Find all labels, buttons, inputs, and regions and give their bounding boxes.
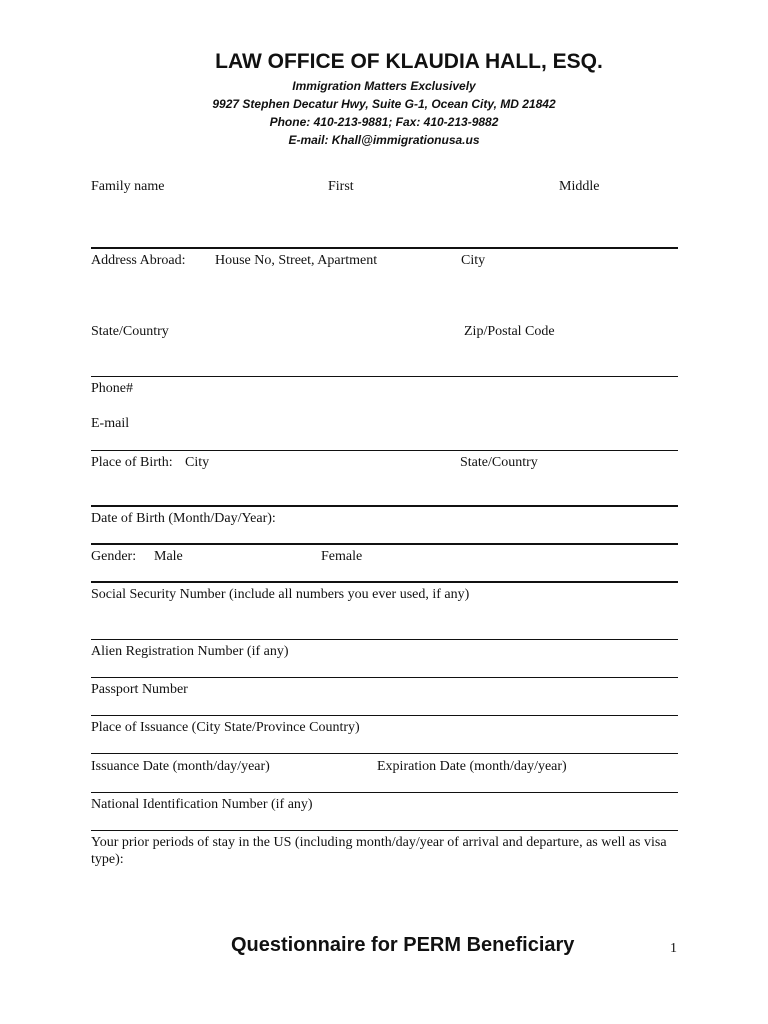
address-city-label: City	[461, 253, 486, 268]
prior-stays-label: Your prior periods of stay in the US (including month/day/year of arrival and departure, as well as visa type):	[91, 835, 667, 867]
issuance-date-label: Issuance Date (month/day/year)	[91, 759, 270, 774]
alien-registration-label: Alien Registration Number (if any)	[91, 644, 289, 659]
expiration-date-label: Expiration Date (month/day/year)	[377, 759, 567, 774]
date-of-birth-label: Date of Birth (Month/Day/Year):	[91, 511, 276, 526]
page-number: 1	[670, 941, 677, 956]
gender-label: Gender:	[91, 549, 137, 564]
firm-phone: Phone: 410-213-9881; Fax: 410-213-9882	[269, 115, 499, 129]
family-name-label: Family name	[91, 179, 165, 194]
ssn-field-line[interactable]	[91, 639, 678, 640]
passport-field-line[interactable]	[91, 715, 678, 716]
national-id-field-line[interactable]	[91, 830, 678, 831]
birth-state-country-label: State/Country	[460, 455, 538, 470]
address-field-line[interactable]	[91, 376, 678, 377]
national-id-label: National Identification Number (if any)	[91, 797, 313, 812]
place-of-birth-label: Place of Birth:	[91, 455, 173, 470]
date-of-birth-field-line[interactable]	[91, 543, 678, 545]
first-name-label: First	[328, 179, 354, 194]
firm-name: LAW OFFICE OF KLAUDIA HALL, ESQ.	[215, 50, 603, 73]
phone-label: Phone#	[91, 381, 133, 396]
contact-field-line[interactable]	[91, 450, 678, 451]
birth-place-field-line[interactable]	[91, 505, 678, 507]
ssn-label: Social Security Number (include all numbers you ever used, if any)	[91, 587, 470, 602]
firm-address: 9927 Stephen Decatur Hwy, Suite G-1, Ocean City, MD 21842	[212, 97, 556, 111]
footer-title: Questionnaire for PERM Beneficiary	[231, 934, 575, 956]
house-street-label: House No, Street, Apartment	[215, 253, 378, 268]
name-field-line[interactable]	[91, 247, 678, 249]
firm-email: E-mail: Khall@immigrationusa.us	[288, 133, 480, 147]
middle-name-label: Middle	[559, 179, 600, 194]
firm-tagline: Immigration Matters Exclusively	[292, 79, 476, 93]
email-label: E-mail	[91, 416, 130, 431]
gender-female-option[interactable]: Female	[321, 549, 363, 564]
zip-label: Zip/Postal Code	[464, 324, 555, 339]
gender-field-line[interactable]	[91, 581, 678, 583]
passport-number-label: Passport Number	[91, 682, 188, 697]
alien-registration-field-line[interactable]	[91, 677, 678, 678]
place-of-issuance-label: Place of Issuance (City State/Province Country)	[91, 720, 360, 735]
address-abroad-label: Address Abroad:	[91, 253, 186, 268]
birth-city-label: City	[185, 455, 210, 470]
place-of-issuance-field-line[interactable]	[91, 753, 678, 754]
state-country-label: State/Country	[91, 324, 169, 339]
dates-field-line[interactable]	[91, 792, 678, 793]
gender-male-option[interactable]: Male	[154, 549, 183, 564]
